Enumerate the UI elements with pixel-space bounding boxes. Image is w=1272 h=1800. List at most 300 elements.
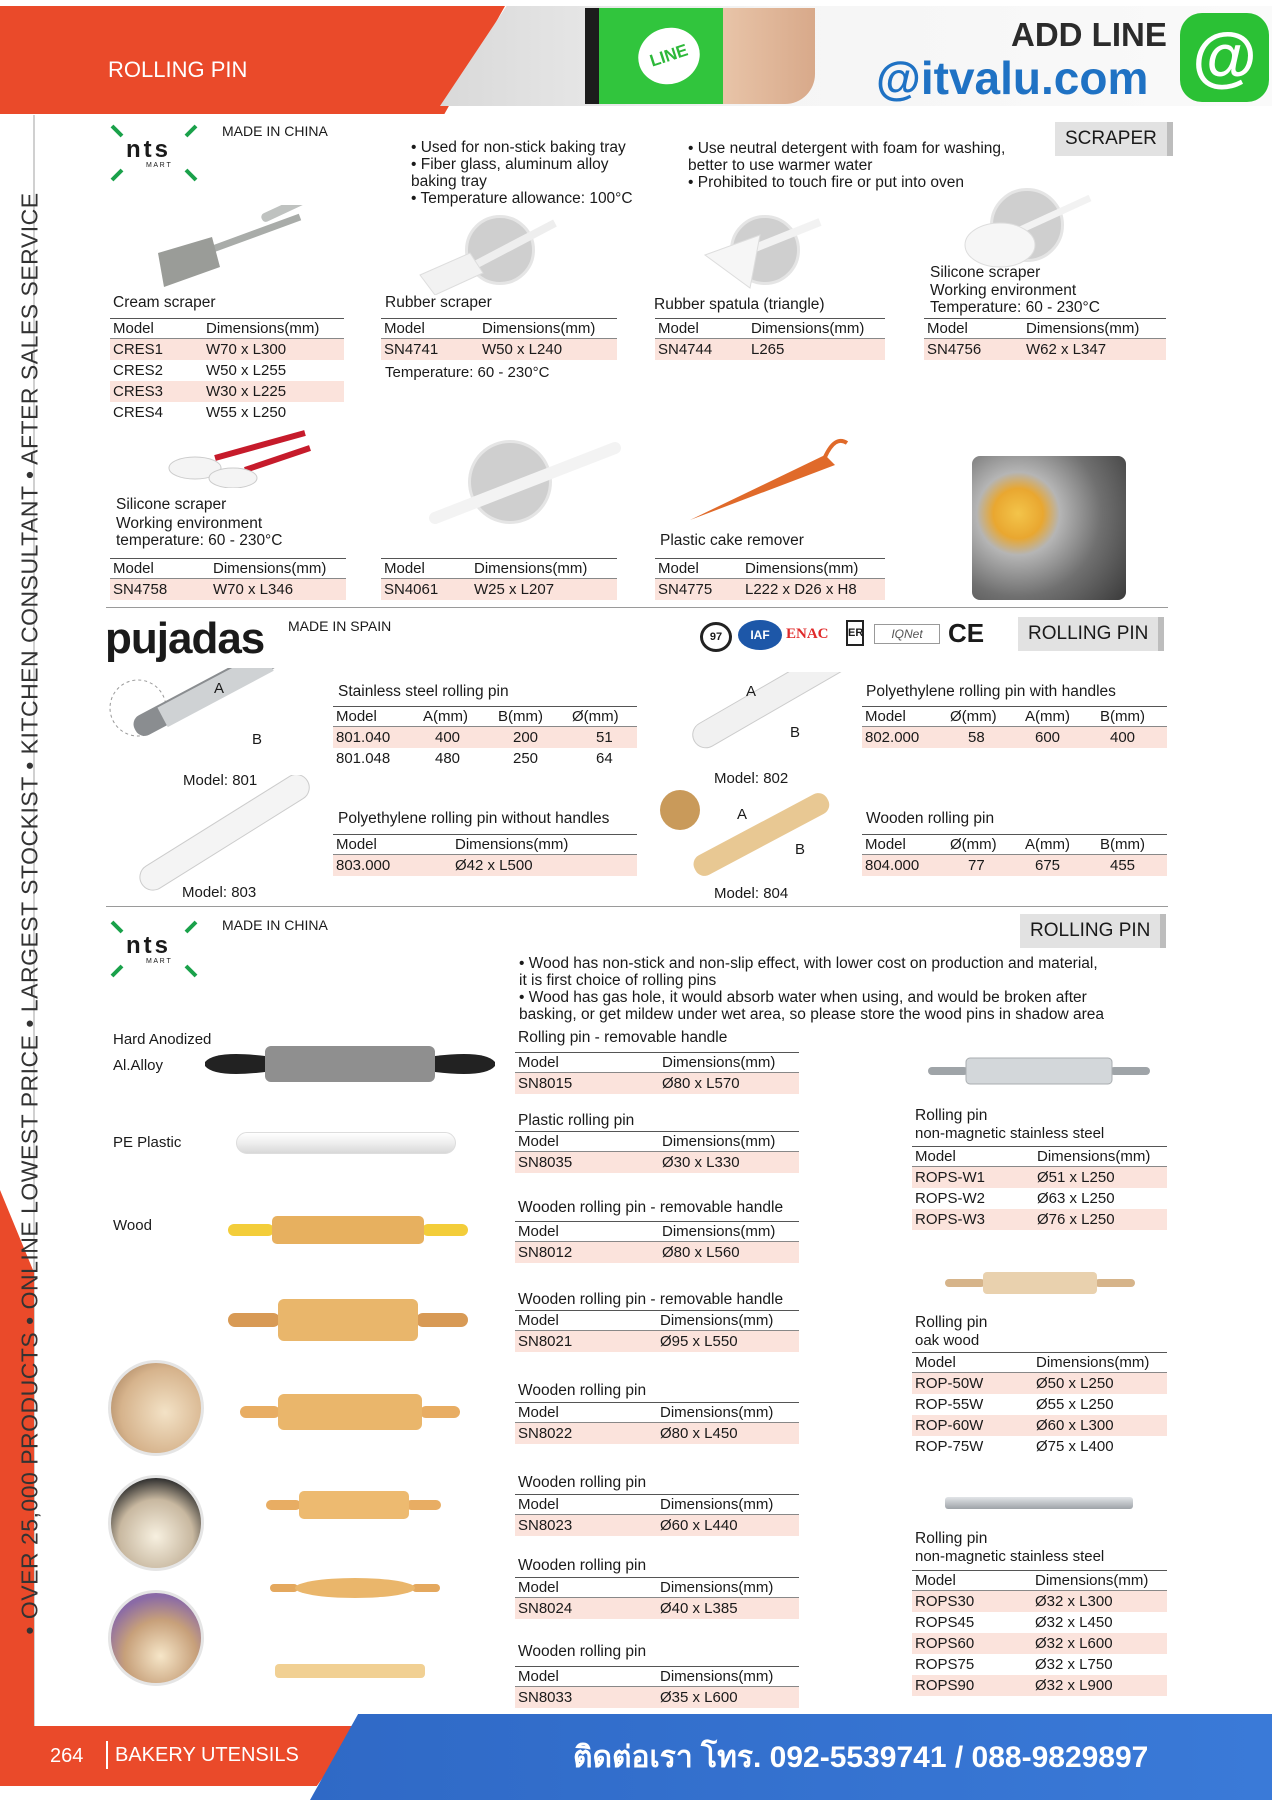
dim-cell: Ø42 x L500 xyxy=(455,857,533,874)
product-table xyxy=(515,1221,799,1263)
value-cell: 400 xyxy=(1110,729,1136,746)
value-cell: 77 xyxy=(968,857,985,874)
table-header xyxy=(333,834,637,855)
line-badge-icon: LINE xyxy=(631,20,707,92)
header-cell: Model xyxy=(865,708,906,725)
table-header xyxy=(515,1052,799,1073)
line-at-icon[interactable] xyxy=(1180,13,1269,102)
rubber-spatula-table xyxy=(655,318,885,360)
header-cell: Model xyxy=(384,320,425,337)
steel-rolling-pin-w-image xyxy=(928,1056,1150,1086)
cert-iaf-icon: IAF xyxy=(738,620,782,650)
steel-rolling-pin-table xyxy=(333,706,637,769)
header-cell: Model xyxy=(518,1054,559,1071)
silicone-scraper-temp: Temperature: 60 - 230°C xyxy=(930,299,1100,316)
oak-rolling-pin-image xyxy=(945,1270,1135,1296)
dim-cell: Ø80 x L560 xyxy=(662,1244,740,1261)
table-header xyxy=(333,706,637,727)
table-header xyxy=(515,1402,799,1423)
rolling-pin-steel2-title: Rolling pin xyxy=(915,1530,988,1547)
cream-scraper-table xyxy=(110,318,344,423)
rolling-pin-steel2-table xyxy=(912,1570,1167,1696)
table-header xyxy=(912,1352,1167,1373)
table-row xyxy=(862,855,1167,876)
value-cell: 200 xyxy=(513,729,539,746)
footer-contact[interactable]: ติดต่อเรา โทร. 092-5539741 / 088-9829897 xyxy=(573,1741,1149,1774)
model-cell: SN8024 xyxy=(518,1600,573,1617)
table-row xyxy=(381,579,617,600)
silicone-scraper-table xyxy=(924,318,1166,360)
made-in-spain: MADE IN SPAIN xyxy=(288,618,392,634)
header-cell: Model xyxy=(384,560,425,577)
table-row xyxy=(515,1423,799,1444)
header-cell: Ø(mm) xyxy=(950,836,997,853)
header-cell: Ø(mm) xyxy=(572,708,619,725)
header-cell: B(mm) xyxy=(498,708,543,725)
silicone-scraper-red-image xyxy=(155,428,315,488)
rubber-scraper-table xyxy=(381,318,617,360)
pujadas-logo: pujadas xyxy=(105,614,265,663)
table-row xyxy=(912,1654,1167,1675)
model-cell: ROPS90 xyxy=(915,1677,975,1694)
dim-cell: Ø40 x L385 xyxy=(660,1600,738,1617)
header-cell: Dimensions(mm) xyxy=(1036,1354,1150,1371)
product-title: Wooden rolling pin - removable handle xyxy=(518,1291,784,1308)
table-header xyxy=(862,834,1167,855)
table-row xyxy=(333,855,637,876)
note-line: basking, or get mildew under wet area, so please store the wood pins in shadow area xyxy=(519,1006,1105,1023)
cream-scraper-title: Cream scraper xyxy=(113,294,216,311)
header-cell: Dimensions(mm) xyxy=(1037,1148,1151,1165)
table-row xyxy=(655,339,885,360)
dim-b-801: B xyxy=(252,731,263,748)
header-cell: Model xyxy=(518,1223,559,1240)
header-cell: Dimensions(mm) xyxy=(662,1223,776,1240)
model-cell: ROPS-W2 xyxy=(915,1190,986,1207)
footer-divider xyxy=(106,1741,108,1769)
baking-photo-3 xyxy=(108,1590,204,1686)
product-title: Plastic rolling pin xyxy=(518,1112,635,1129)
silicone-scraper-2-temp: temperature: 60 - 230°C xyxy=(116,532,283,549)
footer-section-label: BAKERY UTENSILS xyxy=(115,1744,299,1766)
pe-plastic-rolling-pin-image xyxy=(236,1132,456,1154)
note-line: • Prohibited to touch fire or put into oven xyxy=(688,174,964,191)
wooden-rolling-pin-804-image xyxy=(650,790,850,890)
header-cell: Model xyxy=(658,320,699,337)
model-cell: ROP-75W xyxy=(915,1438,984,1455)
table-header xyxy=(924,318,1166,339)
page-number: 264 xyxy=(50,1745,84,1767)
rolling-pin-oak-sub: oak wood xyxy=(915,1332,980,1349)
steel-rolling-pin-long-image xyxy=(945,1497,1133,1509)
material-wood: Wood xyxy=(113,1217,152,1234)
model-cell: ROPS75 xyxy=(915,1656,975,1673)
table-header xyxy=(655,558,885,579)
note-line: • Used for non-stick baking tray xyxy=(411,139,626,156)
cert-er-icon: ER xyxy=(846,620,864,646)
model-cell: SN8015 xyxy=(518,1075,573,1092)
wood-rolling-pin-1-image xyxy=(228,1212,468,1248)
dim-cell: Ø51 x L250 xyxy=(1037,1169,1115,1186)
sn4061-table xyxy=(381,558,617,600)
rolling-pin-steel-sub: non-magnetic stainless steel xyxy=(915,1125,1105,1142)
wood-rolling-pin-3-image xyxy=(240,1390,460,1434)
dim-a-804: A xyxy=(737,806,748,823)
dim-cell: Ø32 x L900 xyxy=(1035,1677,1113,1694)
model-cell: ROPS-W3 xyxy=(915,1211,986,1228)
header-cell: Dimensions(mm) xyxy=(745,560,859,577)
cert-ce-icon: CE xyxy=(948,618,985,648)
table-row xyxy=(110,339,344,360)
note-line: baking tray xyxy=(411,173,487,190)
rolling-pin-steel-table xyxy=(912,1146,1167,1230)
header-cell: B(mm) xyxy=(1100,836,1145,853)
note-line: • Wood has gas hole, it would absorb water when using, and would be broken after xyxy=(519,989,1087,1006)
value-cell: 58 xyxy=(968,729,985,746)
table-row xyxy=(912,1591,1167,1612)
table-row xyxy=(110,360,344,381)
dim-cell: Ø80 x L450 xyxy=(660,1425,738,1442)
wooden-rolling-pin-table xyxy=(862,834,1167,876)
table-header xyxy=(515,1494,799,1515)
table-row xyxy=(110,381,344,402)
model-802-label: Model: 802 xyxy=(714,770,789,787)
dim-b-802: B xyxy=(790,724,801,741)
header-cell: Model xyxy=(518,1668,559,1685)
cert-iqnet-icon: IQNet xyxy=(874,624,940,644)
model-cell: CRES4 xyxy=(113,404,164,421)
model-cell: SN8035 xyxy=(518,1154,573,1171)
dim-cell: Ø95 x L550 xyxy=(660,1333,738,1350)
table-row xyxy=(515,1073,799,1094)
header-cell: Dimensions(mm) xyxy=(482,320,596,337)
material-pe-plastic: PE Plastic xyxy=(113,1134,182,1151)
header-cell: Dimensions(mm) xyxy=(662,1054,776,1071)
pe-rolling-pin-803-image xyxy=(125,775,325,895)
dim-b-804: B xyxy=(795,841,806,858)
model-cell: 801.040 xyxy=(336,729,391,746)
dim-cell: Ø30 x L330 xyxy=(662,1154,740,1171)
header-cell: Model xyxy=(927,320,968,337)
side-slogan: • OVER 25,000 PRODUCTS • ONLINE LOWEST PRICE • LARGEST STOCKIST • KITCHEN CONSULTANT • AFTER SALES SERVICE xyxy=(16,192,43,1635)
header-cell: Dimensions(mm) xyxy=(660,1404,774,1421)
header-cell: Model xyxy=(336,836,377,853)
dim-cell: W55 x L250 xyxy=(206,404,287,421)
material-al-alloy: Al.Alloy xyxy=(113,1057,164,1074)
header-cell: Model xyxy=(113,320,154,337)
dim-cell: W30 x L225 xyxy=(206,383,287,400)
dim-cell: Ø35 x L600 xyxy=(660,1689,738,1706)
dim-cell: Ø76 x L250 xyxy=(1037,1211,1115,1228)
table-row xyxy=(333,727,637,748)
value-cell: 480 xyxy=(435,750,461,767)
nts-brand-sub: M A R T xyxy=(146,958,171,965)
dim-cell: W70 x L300 xyxy=(206,341,287,358)
rolling-pin-oak-table xyxy=(912,1352,1167,1457)
value-cell: 250 xyxy=(513,750,539,767)
header-cell: Dimensions(mm) xyxy=(751,320,865,337)
note-line: • Temperature allowance: 100°C xyxy=(411,190,633,207)
section-divider xyxy=(106,906,1168,907)
nts-brand-sub: M A R T xyxy=(146,162,171,169)
table-header xyxy=(515,1577,799,1598)
table-row xyxy=(912,1188,1167,1209)
dim-cell: Ø32 x L600 xyxy=(1035,1635,1113,1652)
model-cell: ROP-55W xyxy=(915,1396,984,1413)
value-cell: 675 xyxy=(1035,857,1061,874)
model-801-label: Model: 801 xyxy=(183,772,258,789)
rolling-pin-tag-2: ROLLING PIN xyxy=(1020,914,1160,948)
model-cell: ROP-60W xyxy=(915,1417,984,1434)
dim-cell: Ø50 x L250 xyxy=(1036,1375,1114,1392)
table-row xyxy=(912,1436,1167,1457)
cream-scraper-image xyxy=(150,205,320,300)
dim-a-801: A xyxy=(214,680,225,697)
model-cell: CRES2 xyxy=(113,362,164,379)
dim-cell: W70 x L346 xyxy=(213,581,294,598)
table-header xyxy=(515,1310,799,1331)
table-row xyxy=(515,1515,799,1536)
product-table xyxy=(515,1402,799,1444)
header-cell: Dimensions(mm) xyxy=(660,1312,774,1329)
rolling-pin-steel-title: Rolling pin xyxy=(915,1107,988,1124)
table-row xyxy=(515,1598,799,1619)
table-row xyxy=(912,1415,1167,1436)
table-header xyxy=(515,1666,799,1687)
product-table xyxy=(515,1494,799,1536)
header-cell: Model xyxy=(518,1579,559,1596)
header-cell: Dimensions(mm) xyxy=(660,1668,774,1685)
sn4061-blade xyxy=(425,438,625,528)
header-red-panel xyxy=(0,6,505,114)
table-row xyxy=(515,1331,799,1352)
table-row xyxy=(912,1209,1167,1230)
model-cell: SN8033 xyxy=(518,1689,573,1706)
page-title: ROLLING PIN xyxy=(108,57,248,82)
made-in-china-2: MADE IN CHINA xyxy=(222,917,328,933)
wood-rolling-pin-4-image xyxy=(266,1488,441,1522)
wooden-rolling-pin-title: Wooden rolling pin xyxy=(866,810,995,827)
header-cell: Dimensions(mm) xyxy=(660,1496,774,1513)
table-header xyxy=(912,1146,1167,1167)
header-cell: Dimensions(mm) xyxy=(1026,320,1140,337)
table-row xyxy=(381,339,617,360)
table-row xyxy=(912,1612,1167,1633)
rolling-pin-oak-title: Rolling pin xyxy=(915,1314,988,1331)
header-cell: A(mm) xyxy=(423,708,468,725)
product-table xyxy=(515,1052,799,1094)
header-cell: Model xyxy=(518,1496,559,1513)
wood-rolling-pin-6-image xyxy=(275,1664,425,1678)
cake-remover-table xyxy=(655,558,885,600)
silicone-scraper-env: Working environment xyxy=(930,282,1077,299)
table-row xyxy=(912,1394,1167,1415)
header-cell: Model xyxy=(336,708,377,725)
rolling-pin-steel2-sub: non-magnetic stainless steel xyxy=(915,1548,1105,1565)
header-cell: Model xyxy=(915,1572,956,1589)
model-cell: 803.000 xyxy=(336,857,391,874)
add-line-label: ADD LINE xyxy=(1011,16,1167,53)
scraper-tag: SCRAPER xyxy=(1055,122,1167,156)
dim-cell: Ø55 x L250 xyxy=(1036,1396,1114,1413)
value-cell: 600 xyxy=(1035,729,1061,746)
note-line: • Fiber glass, aluminum alloy xyxy=(411,156,609,173)
model-cell: ROPS-W1 xyxy=(915,1169,986,1186)
at-symbol-glyph: @ xyxy=(1192,19,1257,93)
nts-brand-text: nts xyxy=(126,932,171,959)
product-title: Wooden rolling pin xyxy=(518,1643,647,1660)
dim-cell: Ø60 x L300 xyxy=(1036,1417,1114,1434)
header-cell: Model xyxy=(915,1148,956,1165)
rubber-scraper-blade xyxy=(415,215,565,295)
product-table xyxy=(515,1577,799,1619)
header-cell: Dimensions(mm) xyxy=(1035,1572,1149,1589)
cert-97-icon: 97 xyxy=(700,622,732,652)
product-table xyxy=(515,1131,799,1173)
header-cell: Dimensions(mm) xyxy=(474,560,588,577)
header-cell: Ø(mm) xyxy=(950,708,997,725)
model-cell: SN4741 xyxy=(384,341,439,358)
table-row xyxy=(110,579,346,600)
line-id-link[interactable]: @itvalu.com xyxy=(876,52,1149,104)
dim-cell: Ø32 x L300 xyxy=(1035,1593,1113,1610)
header-cell: Model xyxy=(518,1404,559,1421)
table-header xyxy=(381,558,617,579)
note-line: • Use neutral detergent with foam for washing, xyxy=(688,140,1006,157)
rubber-spatula-title: Rubber spatula (triangle) xyxy=(654,296,825,313)
cooking-photo xyxy=(972,456,1126,600)
cert-enac-icon: ENAC xyxy=(786,626,829,642)
table-header xyxy=(515,1221,799,1242)
note-line: • Wood has non-stick and non-slip effect, with lower cost on production and material, xyxy=(519,955,1098,972)
model-cell: ROPS30 xyxy=(915,1593,975,1610)
model-cell: SN8022 xyxy=(518,1425,573,1442)
table-row xyxy=(515,1152,799,1173)
made-in-china-1: MADE IN CHINA xyxy=(222,123,328,139)
table-header xyxy=(655,318,885,339)
pe-rolling-pin-handles-title: Polyethylene rolling pin with handles xyxy=(866,683,1116,700)
table-header xyxy=(110,558,346,579)
steel-rolling-pin-title: Stainless steel rolling pin xyxy=(338,683,509,700)
rubber-scraper-temp: Temperature: 60 - 230°C xyxy=(385,364,550,381)
table-row xyxy=(515,1687,799,1708)
table-header xyxy=(912,1570,1167,1591)
header-cell: Dimensions(mm) xyxy=(213,560,327,577)
value-cell: 51 xyxy=(596,729,613,746)
product-title: Rolling pin - removable handle xyxy=(518,1029,728,1046)
dim-cell: L265 xyxy=(751,341,785,358)
table-row xyxy=(912,1167,1167,1188)
model-cell: CRES3 xyxy=(113,383,164,400)
model-cell: 804.000 xyxy=(865,857,920,874)
header-bar xyxy=(0,0,1272,113)
wood-rolling-pin-2-image xyxy=(228,1295,468,1345)
table-row xyxy=(515,1242,799,1263)
table-header xyxy=(381,318,617,339)
model-cell: ROPS45 xyxy=(915,1614,975,1631)
rubber-scraper-title: Rubber scraper xyxy=(385,294,492,311)
product-table xyxy=(515,1666,799,1708)
dim-cell: W62 x L347 xyxy=(1026,341,1107,358)
footer-bar xyxy=(0,1714,1272,1800)
silicone-scraper-2-table xyxy=(110,558,346,600)
product-title: Wooden rolling pin xyxy=(518,1474,647,1491)
dim-cell: W50 x L240 xyxy=(482,341,563,358)
dim-cell: Ø32 x L450 xyxy=(1035,1614,1113,1631)
dim-cell: Ø80 x L570 xyxy=(662,1075,740,1092)
dim-cell: Ø60 x L440 xyxy=(660,1517,738,1534)
header-cell: Dimensions(mm) xyxy=(206,320,320,337)
product-title: Wooden rolling pin - removable handle xyxy=(518,1199,784,1216)
table-header xyxy=(110,318,344,339)
value-cell: 400 xyxy=(435,729,461,746)
product-title: Wooden rolling pin xyxy=(518,1382,647,1399)
rolling-pin-tag-1: ROLLING PIN xyxy=(1018,617,1158,651)
dim-cell: W25 x L207 xyxy=(474,581,555,598)
model-cell: SN8023 xyxy=(518,1517,573,1534)
phone-hand-image xyxy=(585,8,815,104)
table-header xyxy=(515,1131,799,1152)
rubber-spatula-blade xyxy=(690,210,830,290)
dim-cell: W50 x L255 xyxy=(206,362,287,379)
dim-cell: Ø32 x L750 xyxy=(1035,1656,1113,1673)
nts-logo-2 xyxy=(108,918,200,980)
model-cell: ROP-50W xyxy=(915,1375,984,1392)
table-row xyxy=(110,402,344,423)
table-row xyxy=(912,1633,1167,1654)
header-cell: Dimensions(mm) xyxy=(455,836,569,853)
pe-rolling-pin-handles-table xyxy=(862,706,1167,748)
header-cell: A(mm) xyxy=(1025,708,1070,725)
nts-logo xyxy=(108,122,200,184)
silicone-scraper-2-env: Working environment xyxy=(116,515,263,532)
table-row xyxy=(655,579,885,600)
model-cell: 802.000 xyxy=(865,729,920,746)
header-cell: Dimensions(mm) xyxy=(662,1133,776,1150)
product-table xyxy=(515,1310,799,1352)
model-cell: SN8021 xyxy=(518,1333,573,1350)
model-803-label: Model: 803 xyxy=(182,884,257,901)
header-cell: Model xyxy=(518,1312,559,1329)
model-cell: SN4756 xyxy=(927,341,982,358)
dim-cell: Ø75 x L400 xyxy=(1036,1438,1114,1455)
alloy-rolling-pin-image xyxy=(205,1040,495,1090)
nts-brand-text: nts xyxy=(126,136,171,163)
model-cell: 801.048 xyxy=(336,750,391,767)
dim-cell: Ø63 x L250 xyxy=(1037,1190,1115,1207)
header-cell: Model xyxy=(113,560,154,577)
silicone-scraper-title: Silicone scraper xyxy=(930,264,1041,281)
model-804-label: Model: 804 xyxy=(714,885,789,902)
wood-rolling-pin-5-image xyxy=(270,1576,440,1600)
model-cell: SN8012 xyxy=(518,1244,573,1261)
header-cell: B(mm) xyxy=(1100,708,1145,725)
silicone-scraper-2-title: Silicone scraper xyxy=(116,496,227,513)
table-header xyxy=(862,706,1167,727)
model-cell: ROPS60 xyxy=(915,1635,975,1652)
baking-photo-2 xyxy=(108,1475,204,1571)
header-cell: Model xyxy=(865,836,906,853)
model-cell: CRES1 xyxy=(113,341,164,358)
cake-remover-image xyxy=(685,435,855,525)
header-cell: Model xyxy=(915,1354,956,1371)
model-cell: SN4744 xyxy=(658,341,713,358)
dim-cell: L222 x D26 x H8 xyxy=(745,581,857,598)
cake-remover-title: Plastic cake remover xyxy=(660,532,804,549)
model-cell: SN4758 xyxy=(113,581,168,598)
table-row xyxy=(333,748,637,769)
baking-photo-1 xyxy=(108,1360,204,1456)
